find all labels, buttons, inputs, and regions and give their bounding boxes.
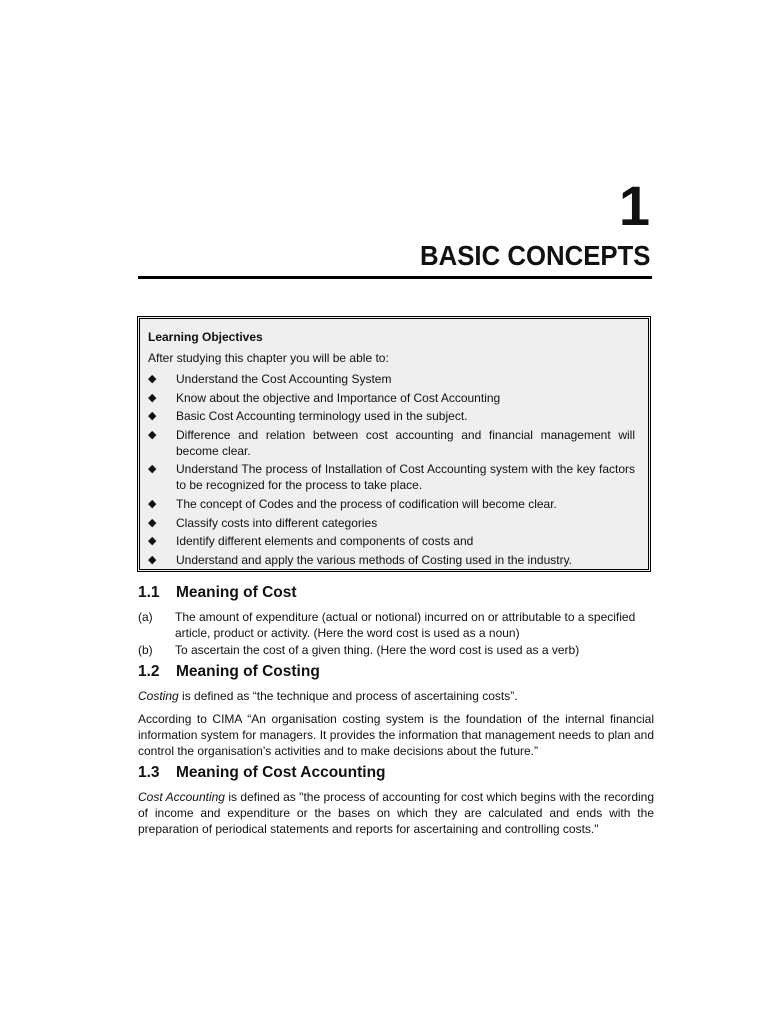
section-title: Meaning of Cost Accounting	[176, 764, 386, 781]
diamond-bullet-icon: ◆	[148, 535, 157, 548]
section-title: Meaning of Costing	[176, 663, 320, 680]
objective-text: The concept of Codes and the process of codification will become clear.	[176, 496, 557, 511]
objective-text: Difference and relation between cost accounting and financial management will become clear.	[176, 427, 635, 458]
diamond-bullet-icon: ◆	[148, 553, 157, 566]
objective-text: Identify different elements and components of costs and	[176, 534, 474, 549]
diamond-bullet-icon: ◆	[148, 391, 157, 404]
cost-accounting-definition-text: is defined as "the process of accounting for cost which begins with the recording of income and expenditure or the bases on which they are calculated and ends with the preparation of periodical statements and reports for ascertaining and controlling costs."	[138, 790, 655, 836]
costing-definition-text: is defined as “the technique and process of ascertaining costs”.	[178, 689, 518, 703]
objective-item	[148, 461, 635, 493]
definition-row-a	[138, 609, 654, 641]
chapter-title: BASIC CONCEPTS	[419, 240, 650, 271]
definition-label: (b)	[138, 643, 153, 657]
definition-row-b	[138, 642, 654, 658]
objective-item	[148, 371, 635, 387]
objective-text: Basic Cost Accounting terminology used in the subject.	[176, 409, 468, 424]
definition-label: (a)	[138, 610, 153, 624]
objective-item	[148, 427, 635, 459]
cost-accounting-term: Cost Accounting	[138, 790, 225, 804]
definition-text: The amount of expenditure (actual or notional) incurred on or attributable to a specified article, product or activity. (Here the word cost is used as a noun)	[175, 610, 636, 640]
section-number: 1.3	[138, 764, 160, 781]
cima-paragraph: According to CIMA “An organisation costing system is the foundation of the internal financial information system for managers. It provides the information that management needs to plan and control the organisation’s activities and to make decisions about the future.”	[138, 712, 654, 758]
objective-text: Understand The process of Installation of Cost Accounting system with the key factors to be recognized for the process to take place.	[176, 462, 635, 493]
objective-text: Understand and apply the various methods of Costing used in the industry.	[176, 552, 573, 567]
costing-definition	[138, 688, 654, 704]
objective-text: Classify costs into different categories	[176, 515, 378, 530]
diamond-bullet-icon: ◆	[148, 497, 157, 510]
objective-text: Know about the objective and Importance of Cost Accounting	[176, 390, 501, 405]
costing-term: Costing	[138, 689, 179, 703]
objective-item	[148, 515, 635, 531]
section-title: Meaning of Cost	[176, 584, 297, 601]
cost-accounting-definition	[138, 789, 654, 837]
diamond-bullet-icon: ◆	[148, 428, 157, 441]
objectives-intro: After studying this chapter you will be able to:	[148, 351, 389, 365]
section-heading-1-2	[138, 663, 320, 681]
objective-item	[148, 390, 635, 406]
section-number: 1.2	[138, 663, 160, 680]
section-heading-1-1	[138, 584, 297, 602]
title-rule	[138, 276, 652, 279]
objective-text: Understand the Cost Accounting System	[176, 372, 392, 386]
objective-item	[148, 533, 635, 549]
definition-text: To ascertain the cost of a given thing. (Here the word cost is used as a verb)	[175, 643, 580, 657]
section-heading-1-3	[138, 764, 386, 782]
chapter-number: 1	[618, 174, 650, 237]
diamond-bullet-icon: ◆	[148, 373, 157, 385]
objectives-list	[148, 371, 635, 568]
objective-item	[148, 496, 635, 512]
section-number: 1.1	[138, 584, 160, 601]
learning-objectives-box	[137, 316, 651, 572]
diamond-bullet-icon: ◆	[148, 516, 157, 529]
objective-item	[148, 408, 635, 424]
objectives-heading: Learning Objectives	[148, 330, 263, 344]
objective-item	[148, 552, 635, 568]
diamond-bullet-icon: ◆	[148, 463, 157, 476]
diamond-bullet-icon: ◆	[148, 410, 157, 423]
